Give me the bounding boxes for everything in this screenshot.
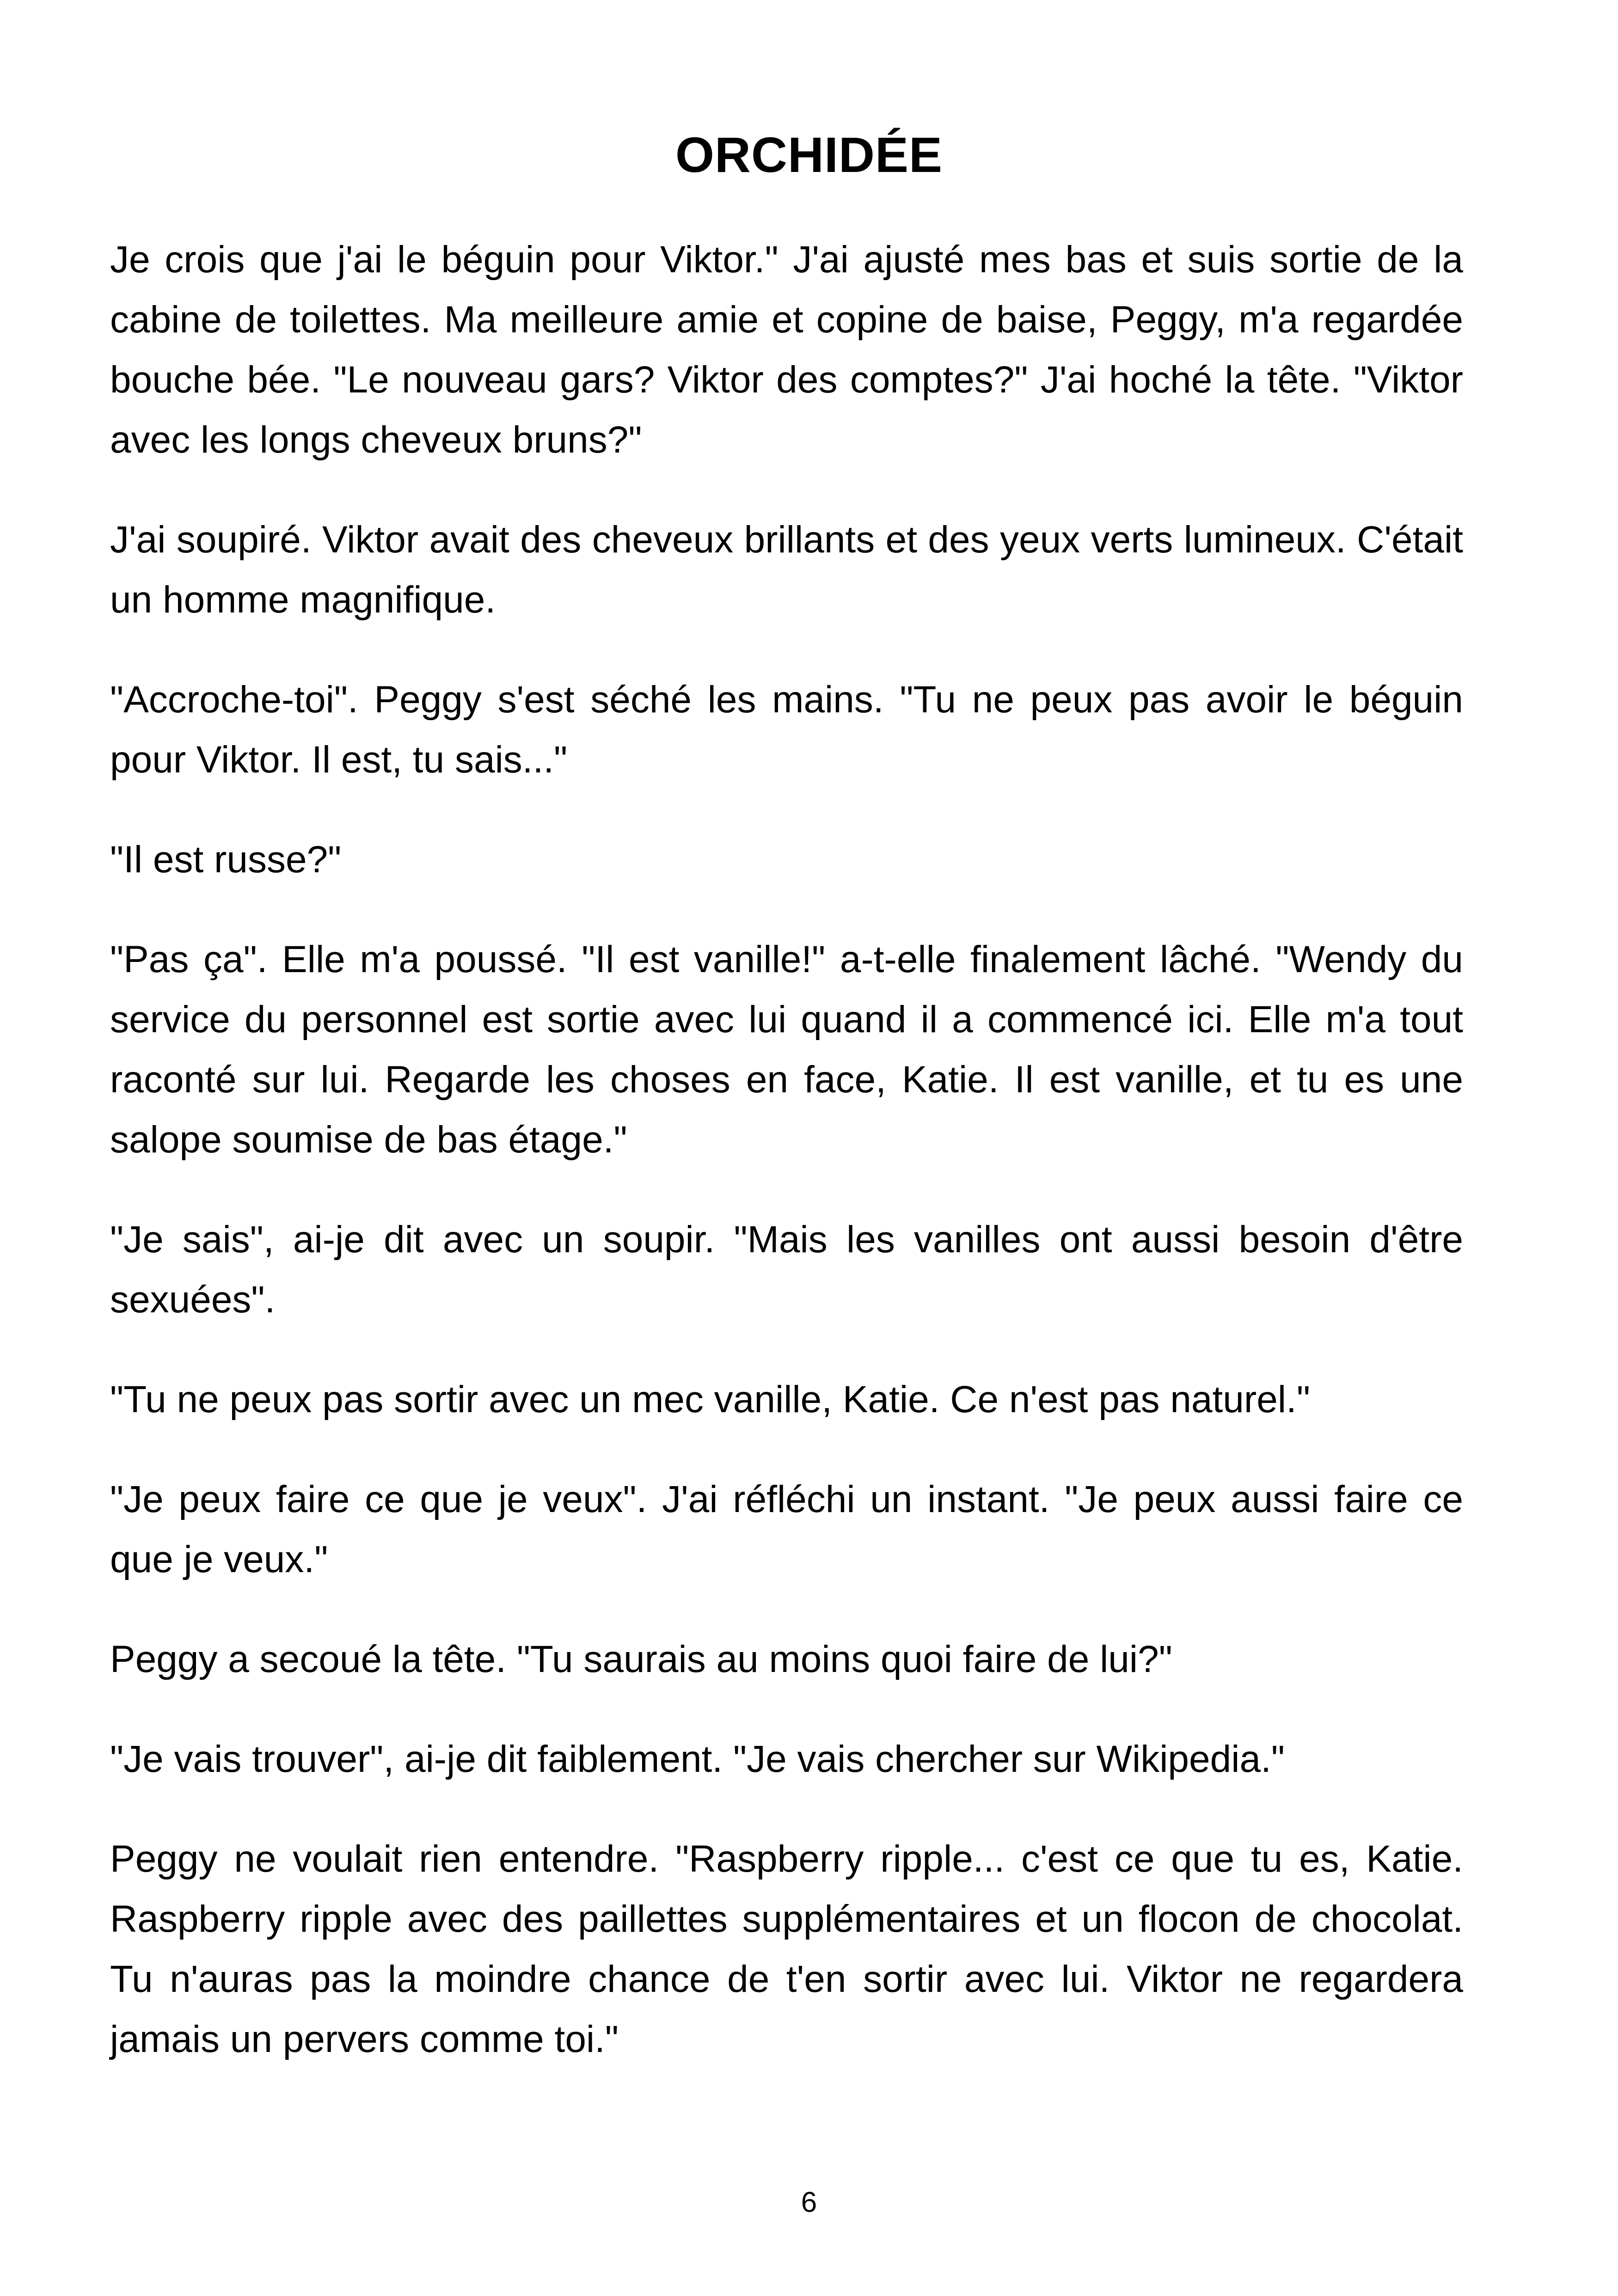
paragraph-8: "Je peux faire ce que je veux". J'ai réfléchi un instant. "Je peux aussi faire ce que je veux." bbox=[110, 1478, 1463, 1580]
paragraph-10: "Je vais trouver", ai-je dit faiblement. "Je vais chercher sur Wikipedia." bbox=[110, 1738, 1285, 1780]
paragraph-3: "Accroche-toi". Peggy s'est séché les mains. "Tu ne peux pas avoir le béguin pour Viktor. Il est, tu sais..." bbox=[110, 679, 1463, 781]
paragraph-9: Peggy a secoué la tête. "Tu saurais au moins quoi faire de lui?" bbox=[110, 1638, 1172, 1680]
paragraph-2: J'ai soupiré. Viktor avait des cheveux brillants et des yeux verts lumineux. C'était un homme magnifique. bbox=[110, 519, 1463, 621]
paragraph-5: "Pas ça". Elle m'a poussé. "Il est vanille!" a-t-elle finalement lâché. "Wendy du service du personnel est sortie avec lui quand il a commencé ici. Elle m'a tout raconté sur lui. Regarde les choses en face, Katie. Il est vanille, et tu es une salope soumise de bas étage." bbox=[110, 938, 1463, 1161]
paragraph-4: "Il est russe?" bbox=[110, 839, 342, 881]
body-text bbox=[110, 230, 1463, 2109]
paragraph-11: Peggy ne voulait rien entendre. "Raspberry ripple... c'est ce que tu es, Katie. Raspberry ripple avec des paillettes supplémentaires et un flocon de chocolat. Tu n'auras pas la moindre chance de t'en sortir avec lui. Viktor ne regardera jamais un pervers comme toi." bbox=[110, 1838, 1463, 2060]
paragraph-6: "Je sais", ai-je dit avec un soupir. "Mais les vanilles ont aussi besoin d'être sexuées". bbox=[110, 1218, 1463, 1321]
paragraph-1: Je crois que j'ai le béguin pour Viktor." J'ai ajusté mes bas et suis sortie de la cabine de toilettes. Ma meilleure amie et copine de baise, Peggy, m'a regardée bouche bée. "Le nouveau gars? Viktor des comptes?" J'ai hoché la tête. "Viktor avec les longs cheveux bruns?" bbox=[110, 239, 1463, 461]
chapter-title: ORCHIDÉE bbox=[675, 127, 943, 183]
paragraph-7: "Tu ne peux pas sortir avec un mec vanille, Katie. Ce n'est pas naturel." bbox=[110, 1378, 1310, 1420]
page-number: 6 bbox=[801, 2186, 817, 2218]
